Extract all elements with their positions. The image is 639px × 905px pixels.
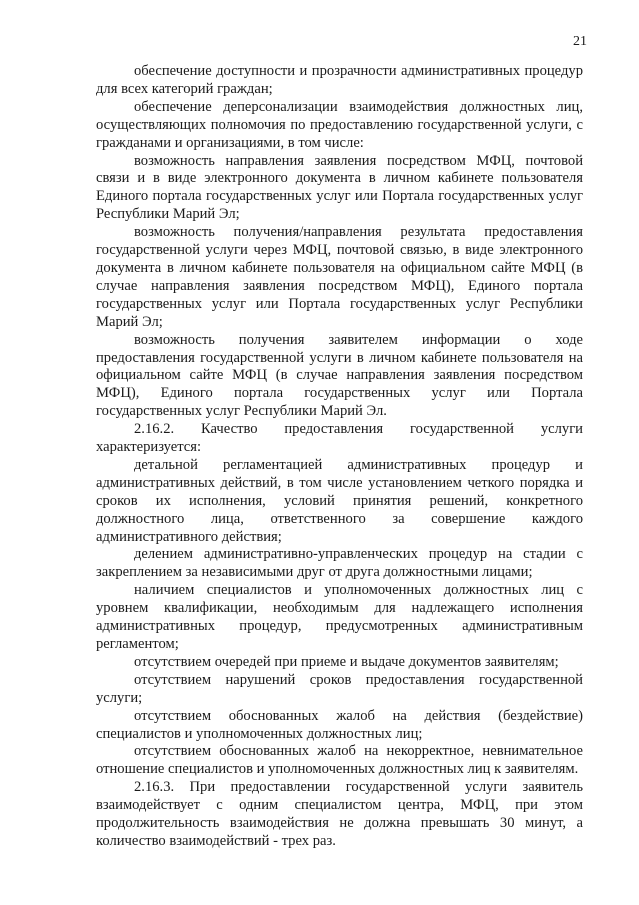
paragraph: отсутствием нарушений сроков предоставления государственной услуги; — [96, 671, 583, 706]
paragraph: отсутствием обоснованных жалоб на некорректное, невнимательное отношение специалистов и уполномоченных должностных лиц к заявителям. — [96, 743, 583, 778]
paragraph: отсутствием обоснованных жалоб на действия (бездействие) специалистов и уполномоченных должностных лиц; — [96, 707, 583, 742]
paragraph: обеспечение доступности и прозрачности административных процедур для всех категорий граждан; — [96, 63, 583, 97]
paragraph: возможность направления заявления посредством МФЦ, почтовой связи и в виде электронного документа в личном кабинете пользователя Единого портала государственных услуг или Портала государственных услуг Республики Марий Эл; — [96, 152, 583, 223]
paragraph: возможность получения/направления результата предоставления государственной услуги через МФЦ, почтовой связью, в виде электронного документа в личном кабинете пользователя на официальном сайте МФЦ (в случае направления заявления посредством МФЦ), Единого портала государственных услуг или Портала государственных услуг Республики Марий Эл; — [96, 224, 583, 330]
paragraph: детальной регламентацией административных процедур и административных действий, в том числе установлением четкого порядка и сроков их исполнения, условий принятия решений, конкретного должностного лица, ответственного за совершение каждого административного действия; — [96, 456, 583, 545]
page-number: 21 — [573, 34, 587, 49]
paragraph: делением административно-управленческих процедур на стадии с закреплением за независимыми друг от друга должностными лицами; — [96, 546, 583, 581]
paragraph: возможность получения заявителем информации о ходе предоставления государственной услуги в личном кабинете пользователя на официальном сайте МФЦ (в случае направления заявления посредством МФЦ), Единого портала государственных услуг или Портала государственных услуг Республики Марий Эл. — [96, 331, 583, 420]
document-body — [96, 63, 583, 851]
paragraph: наличием специалистов и уполномоченных должностных лиц с уровнем квалификации, необходимым для надлежащего исполнения административных процедур, предусмотренных административным регламентом; — [96, 582, 583, 652]
section-paragraph: 2.16.2. Качество предоставления государственной услуги характеризуется: — [96, 421, 583, 456]
paragraph: отсутствием очередей при приеме и выдаче документов заявителям; — [134, 653, 559, 670]
section-paragraph: 2.16.3. При предоставлении государственной услуги заявитель взаимодействует с одним специалистом центра, МФЦ, при этом продолжительность взаимодействия не должна превышать 30 минут, а количество взаимодействий - трех раз. — [96, 779, 583, 849]
paragraph: обеспечение деперсонализации взаимодействия должностных лиц, осуществляющих полномочия по предоставлению государственной услуги, с гражданами и организациями, в том числе: — [96, 98, 583, 151]
